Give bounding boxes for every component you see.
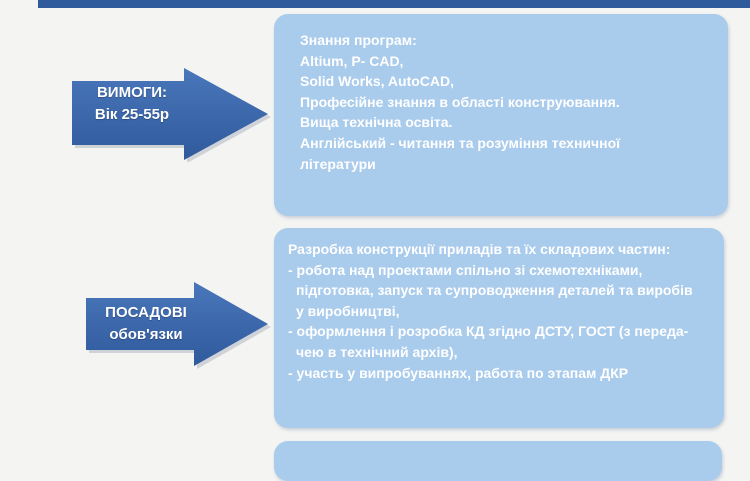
header-bar [38, 0, 750, 8]
requirements-arrow-label [76, 82, 188, 126]
duties-arrow-label [88, 302, 204, 346]
duties-line: підготовка, запуск та супроводження деталей та виробів [296, 282, 693, 299]
duties-line: Разробка конструкції приладів та їх складових частин: [288, 241, 671, 257]
requirements-line: Altium, P- CAD, [300, 52, 404, 69]
requirements-box [274, 14, 728, 216]
next-section-box [274, 441, 722, 481]
duties-line: чею в технічний архів), [296, 343, 458, 360]
duties-line: - робота над проектами спільно зі схемотехніками, [288, 261, 643, 278]
requirements-label-line: Вік 25-55р [94, 106, 170, 123]
requirements-line: літератури [300, 155, 376, 172]
requirements-line: Професійне знання в області конструювання. [300, 93, 620, 110]
requirements-line: Solid Works, AutoCAD, [300, 73, 454, 90]
duties-box [274, 228, 724, 428]
requirements-line: Вища технічна освіта. [300, 114, 453, 131]
requirements-line: Англійський - читання та розуміння техничної [300, 134, 621, 151]
duties-line: у виробництві, [296, 302, 400, 319]
duties-line: - оформлення і розробка КД згідно ДСТУ, ГОСТ (з переда- [288, 323, 689, 340]
duties-label-line: ПОСАДОВІ [105, 304, 187, 321]
duties-label-line: обов'язки [109, 326, 183, 343]
duties-line: - участь у випробуваннях, работа по этапам ДКР [288, 364, 629, 381]
requirements-line: Знання програм: [300, 32, 417, 48]
requirements-label-line: ВИМОГИ: [96, 84, 168, 101]
